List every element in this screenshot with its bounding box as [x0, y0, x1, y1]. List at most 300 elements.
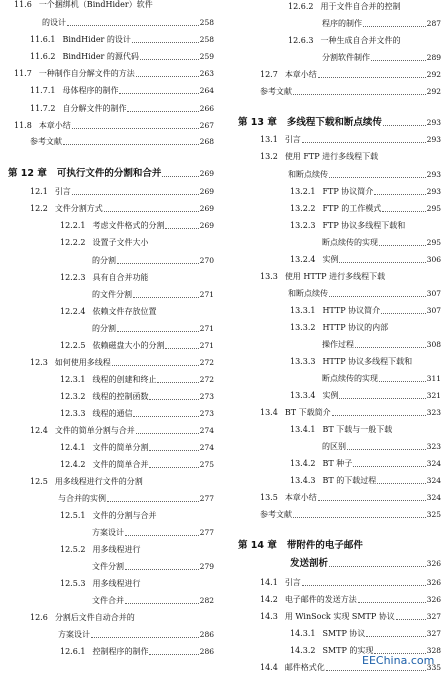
section-number: 13.2.3: [290, 221, 316, 230]
toc-entry: [8, 187, 214, 197]
section-number: 11.8: [14, 121, 32, 130]
page-number: 270: [199, 256, 214, 265]
section-number: 11.7.1: [30, 86, 56, 95]
leader-dots: [366, 636, 425, 637]
section-title: SMTP 的实现: [322, 646, 374, 655]
leader-dots: [136, 433, 199, 434]
toc-entry: [238, 425, 441, 435]
section-title: 用 WinSock 实现 SMTP 协议: [284, 612, 395, 621]
leader-dots: [67, 25, 199, 26]
page-number: 282: [199, 596, 214, 605]
section-number: 12.3.1: [60, 375, 86, 384]
section-title: 的文件分割: [92, 290, 132, 299]
page-number: 269: [199, 187, 214, 196]
leader-dots: [371, 60, 426, 61]
toc-entry: [238, 135, 441, 145]
leader-dots: [379, 245, 426, 246]
section-number: 13.2.2: [290, 204, 316, 213]
section-title: 方案设计: [58, 630, 90, 639]
section-title: 本章小结: [284, 70, 317, 79]
leader-dots: [377, 483, 425, 484]
page-number: 272: [199, 375, 214, 384]
toc-entry: [238, 595, 441, 605]
leader-dots: [318, 77, 426, 78]
leader-dots: [157, 382, 198, 383]
section-title: 引言: [284, 578, 301, 587]
leader-dots: [72, 194, 199, 195]
toc-entry: [8, 511, 214, 521]
toc-entry: [238, 374, 441, 384]
page-number: 277: [199, 528, 214, 537]
section-number: 12.2: [30, 204, 48, 213]
page-number: 325: [426, 510, 441, 519]
leader-dots: [318, 500, 426, 501]
leader-dots: [329, 296, 426, 297]
page-number: 323: [426, 442, 441, 451]
leader-dots: [112, 365, 199, 366]
page-number: 292: [426, 70, 441, 79]
section-number: 13.4.1: [290, 425, 316, 434]
page-number: 266: [199, 104, 214, 113]
page-number: 271: [199, 290, 214, 299]
page-number: 274: [199, 426, 214, 435]
section-title: FTP 协议简介: [322, 187, 374, 196]
section-number: 12.2.2: [60, 238, 86, 247]
section-title: 用于文件自合并的控制: [320, 2, 401, 11]
toc-entry: [238, 442, 441, 452]
page-number: 324: [426, 493, 441, 502]
toc-entry: [238, 36, 441, 46]
page-number: 326: [426, 559, 441, 568]
section-number: 12.6.1: [60, 647, 86, 656]
page-number: 321: [426, 391, 441, 400]
section-number: 12.3.3: [60, 409, 86, 418]
page-number: 273: [199, 409, 214, 418]
leader-dots: [383, 125, 426, 126]
page-number: 267: [199, 121, 214, 130]
page-number: 264: [199, 86, 214, 95]
leader-dots: [293, 517, 426, 518]
toc-entry: [8, 613, 214, 623]
leader-dots: [117, 263, 199, 264]
page-number: 293: [426, 118, 441, 127]
section-title: 一个捆绑机（BindHider）软件: [38, 0, 153, 9]
section-number: 12.6.3: [288, 36, 314, 45]
section-title: 可执行文件的分割和合并: [56, 168, 162, 179]
section-title: 线程的控制函数: [92, 392, 149, 401]
section-title: 和断点续传: [288, 170, 328, 179]
section-title: 实例: [322, 255, 339, 264]
leader-dots: [165, 348, 198, 349]
section-number: 11.7: [14, 69, 32, 78]
toc-entry: [8, 596, 214, 606]
leader-dots: [165, 228, 198, 229]
section-number: 12.4.2: [60, 460, 86, 469]
leader-dots: [347, 449, 426, 450]
section-title: 母体程序的制作: [62, 86, 119, 95]
toc-entry: [238, 272, 441, 282]
toc-entry: [8, 443, 214, 453]
leader-dots: [125, 603, 199, 604]
leader-dots: [339, 262, 425, 263]
page-number: 327: [426, 612, 441, 621]
leader-dots: [91, 637, 199, 638]
section-title: 设置子文件大小: [92, 238, 149, 247]
section-title: BT 下载简介: [284, 408, 331, 417]
toc-entry: [8, 341, 214, 351]
leader-dots: [133, 297, 199, 298]
section-title: 分割软件制作: [322, 53, 370, 62]
section-number: 13.4.2: [290, 459, 316, 468]
page-number: 258: [199, 35, 214, 44]
section-title: 控制程序的制作: [92, 647, 149, 656]
section-number: 12.2.1: [60, 221, 86, 230]
toc-entry: [8, 238, 214, 248]
section-title: 断点续传的实现: [322, 374, 378, 383]
section-title: 自分解文件的制作: [62, 104, 127, 113]
section-title: 分割后文件自动合并的: [54, 613, 135, 622]
page-number: 335: [426, 663, 441, 672]
leader-dots: [63, 144, 199, 145]
section-title: 电子邮件的发送方法: [284, 595, 357, 604]
leader-dots: [379, 381, 426, 382]
toc-entry: [8, 137, 214, 147]
page-number: 286: [199, 647, 214, 656]
section-number: 11.6.2: [30, 52, 56, 61]
section-number: 14.1: [260, 578, 278, 587]
leader-dots: [119, 93, 198, 94]
leader-dots: [149, 450, 198, 451]
section-number: 14.3.2: [290, 646, 316, 655]
toc-entry: [8, 494, 214, 504]
section-number: 14.2: [260, 595, 278, 604]
section-title: 实例: [322, 391, 339, 400]
page-number: 324: [426, 476, 441, 485]
toc-entry: [8, 392, 214, 402]
section-title: 使用 FTP 进行多线程下载: [284, 152, 379, 161]
toc-entry: [238, 629, 441, 639]
toc-entry: [238, 238, 441, 248]
leader-dots: [136, 76, 199, 77]
section-title: BT 的下载过程: [322, 476, 377, 485]
section-number: 12.3: [30, 358, 48, 367]
section-number: 11.7.2: [30, 104, 56, 113]
section-title: 文件分割: [92, 562, 124, 571]
toc-entry: [238, 204, 441, 214]
section-title: HTTP 协议多线程下载和: [322, 357, 413, 366]
toc-entry: [8, 375, 214, 385]
toc-entry: [8, 477, 214, 487]
toc-entry: [8, 69, 214, 79]
leader-dots: [117, 331, 199, 332]
leader-dots: [302, 585, 426, 586]
leader-dots: [149, 467, 198, 468]
toc-entry: [238, 70, 441, 80]
section-title: BT 下载与一般下载: [322, 425, 393, 434]
page-number: 274: [199, 443, 214, 452]
leader-dots: [133, 416, 198, 417]
leader-dots: [329, 177, 426, 178]
section-number: 13.3.1: [290, 306, 316, 315]
page-number: 326: [426, 578, 441, 587]
section-number: 12.5: [30, 477, 48, 486]
toc-entry: [8, 409, 214, 419]
leader-dots: [149, 399, 198, 400]
section-title: BindHider 的设计: [62, 35, 131, 44]
section-title: 操作过程: [322, 340, 354, 349]
leader-dots: [104, 211, 199, 212]
toc-entry: [238, 118, 441, 128]
section-number: 14.4: [260, 663, 278, 672]
section-title: 的分割: [92, 324, 116, 333]
section-number: 12.2.5: [60, 341, 86, 350]
section-number: 13.2.1: [290, 187, 316, 196]
page-number: 275: [199, 460, 214, 469]
leader-dots: [107, 501, 199, 502]
toc-entry: [8, 358, 214, 368]
page-number: 311: [426, 374, 441, 383]
leader-dots: [162, 176, 198, 177]
section-title: 用多线程进行文件的分割: [54, 477, 143, 486]
page-number: 289: [426, 53, 441, 62]
section-title: 线程的创建和终止: [92, 375, 157, 384]
leader-dots: [140, 59, 199, 60]
section-title: 具有自合并功能: [92, 273, 149, 282]
section-title: 方案设计: [92, 528, 124, 537]
section-number: 14.3.1: [290, 629, 316, 638]
section-title: 如何使用多线程: [54, 358, 111, 367]
leader-dots: [332, 415, 426, 416]
toc-entry: [8, 52, 214, 62]
section-title: 依赖磁盘大小的分割: [92, 341, 165, 350]
section-number: 12.5.3: [60, 579, 86, 588]
page-number: 271: [199, 324, 214, 333]
toc-entry: [238, 2, 441, 12]
section-title: 带附件的电子邮件: [286, 540, 363, 551]
section-title: 文件的简单分割与合并: [54, 426, 135, 435]
toc-entry: [8, 562, 214, 572]
section-number: 11.6: [14, 0, 32, 9]
page-number: 273: [199, 392, 214, 401]
section-title: FTP 的工作模式: [322, 204, 382, 213]
section-title: 的设计: [42, 18, 66, 27]
page-number: 307: [426, 306, 441, 315]
page-number: 269: [199, 204, 214, 213]
section-number: 14.3: [260, 612, 278, 621]
page-number: 263: [199, 69, 214, 78]
section-title: 与合并的实例: [58, 494, 106, 503]
section-number: 12.6.2: [288, 2, 314, 11]
section-number: 13.2.4: [290, 255, 316, 264]
leader-dots: [374, 194, 425, 195]
toc-entry: [8, 324, 214, 334]
page-number: 328: [426, 646, 441, 655]
section-title: 的区别: [322, 442, 346, 451]
section-title: 用多线程进行: [92, 545, 141, 554]
toc-entry: [238, 340, 441, 350]
leader-dots: [358, 602, 426, 603]
toc-entry: [238, 612, 441, 622]
toc-entry: [238, 578, 441, 588]
section-title: 参考文献: [260, 510, 292, 519]
page-number: 258: [199, 18, 214, 27]
section-title: 文件合并: [92, 596, 124, 605]
section-title: SMTP 协议: [322, 629, 366, 638]
section-title: 参考文献: [260, 87, 292, 96]
section-number: 12.3.2: [60, 392, 86, 401]
toc-entry: [238, 152, 441, 162]
section-title: 线程的通信: [92, 409, 133, 418]
page-number: 326: [426, 595, 441, 604]
section-title: 文件的简单合并: [92, 460, 149, 469]
page-number: 272: [199, 358, 214, 367]
section-number: 13.4.3: [290, 476, 316, 485]
section-title: 考虑文件格式的分割: [92, 221, 165, 230]
section-number: 12.7: [260, 70, 278, 79]
section-number: 12.1: [30, 187, 48, 196]
page-number: 268: [199, 137, 214, 146]
toc-entry: [8, 630, 214, 640]
section-title: 使用 HTTP 进行多线程下载: [284, 272, 386, 281]
section-title: 发送剖析: [290, 558, 329, 569]
page-number: 279: [199, 562, 214, 571]
toc-entry: [8, 0, 214, 10]
page-number: 269: [199, 221, 214, 230]
toc-entry: [8, 528, 214, 538]
page-number: 271: [199, 341, 214, 350]
leader-dots: [326, 670, 426, 671]
section-number: 13.4: [260, 408, 278, 417]
toc-entry: [238, 323, 441, 333]
toc-entry: [238, 559, 441, 569]
toc-entry: [8, 290, 214, 300]
toc-entry: [8, 86, 214, 96]
section-number: 13.2: [260, 152, 278, 161]
page-number: 295: [426, 238, 441, 247]
page-number: 295: [426, 204, 441, 213]
page-number: 327: [426, 629, 441, 638]
page-number: 307: [426, 289, 441, 298]
leader-dots: [125, 535, 199, 536]
section-title: 程序的制作: [322, 19, 362, 28]
page-number: 259: [199, 52, 214, 61]
leader-dots: [363, 26, 426, 27]
section-title: BindHider 的源代码: [62, 52, 139, 61]
page-number: 308: [426, 340, 441, 349]
section-title: 的分割: [92, 256, 116, 265]
section-title: 本章小结: [284, 493, 317, 502]
section-title: 文件的分割与合并: [92, 511, 157, 520]
leader-dots: [72, 128, 199, 129]
leader-dots: [396, 619, 426, 620]
section-title: 文件分割方式: [54, 204, 103, 213]
page-number: 269: [199, 169, 214, 178]
section-number: 13.1: [260, 135, 278, 144]
section-number: 13.3: [260, 272, 278, 281]
toc-entry: [8, 426, 214, 436]
leader-dots: [293, 94, 426, 95]
toc-entry: [238, 493, 441, 503]
toc-entry: [8, 647, 214, 657]
section-title: 依赖文件存放位置: [92, 307, 157, 316]
toc-entry: [238, 357, 441, 367]
section-title: 引言: [284, 135, 301, 144]
toc-entry: [8, 35, 214, 45]
section-number: 第 13 章: [238, 117, 277, 128]
page-number: 293: [426, 135, 441, 144]
section-title: 引言: [54, 187, 71, 196]
section-number: 13.5: [260, 493, 278, 502]
leader-dots: [302, 142, 426, 143]
toc-entry: [238, 510, 441, 520]
toc-entry: [8, 169, 214, 179]
page-number: 277: [199, 494, 214, 503]
toc-entry: [238, 306, 441, 316]
page-number: 324: [426, 459, 441, 468]
leader-dots: [149, 654, 198, 655]
page-number: 306: [426, 255, 441, 264]
page-number: 293: [426, 170, 441, 179]
section-number: 12.5.2: [60, 545, 86, 554]
toc-entry: [8, 221, 214, 231]
toc-entry: [8, 579, 214, 589]
section-number: 第 14 章: [238, 540, 277, 551]
toc-entry: [8, 460, 214, 470]
toc-entry: [8, 121, 214, 131]
section-title: 参考文献: [30, 137, 62, 146]
toc-entry: [8, 256, 214, 266]
section-number: 13.3.2: [290, 323, 316, 332]
toc-entry: [238, 87, 441, 97]
section-title: 本章小结: [38, 121, 71, 130]
section-number: 11.6.1: [30, 35, 56, 44]
page-number: 323: [426, 408, 441, 417]
section-title: FTP 协议多线程下载和: [322, 221, 406, 230]
page-number: 292: [426, 87, 441, 96]
toc-entry: [238, 289, 441, 299]
section-title: 文件的简单分割: [92, 443, 149, 452]
section-number: 12.2.4: [60, 307, 86, 316]
page-number: 293: [426, 187, 441, 196]
toc-entry: [238, 391, 441, 401]
watermark: EEChina.com: [362, 654, 435, 667]
toc-entry: [238, 541, 441, 551]
toc-entry: [8, 204, 214, 214]
leader-dots: [382, 211, 425, 212]
toc-entry: [8, 273, 214, 283]
toc-entry: [238, 459, 441, 469]
section-title: 和断点续传: [288, 289, 328, 298]
section-title: HTTP 协议简介: [322, 306, 381, 315]
section-title: 一种制作自分解文件的方法: [38, 69, 135, 78]
page-number: 286: [199, 630, 214, 639]
section-title: 一种生成自合并文件的: [320, 36, 401, 45]
leader-dots: [329, 566, 426, 567]
section-number: 12.4.1: [60, 443, 86, 452]
leader-dots: [132, 42, 199, 43]
toc-entry: [8, 18, 214, 28]
section-title: BT 种子: [322, 459, 353, 468]
leader-dots: [125, 569, 199, 570]
section-title: 邮件格式化: [284, 663, 325, 672]
section-number: 12.2.3: [60, 273, 86, 282]
section-number: 12.6: [30, 613, 48, 622]
section-number: 13.3.4: [290, 391, 316, 400]
toc-entry: [238, 255, 441, 265]
toc-entry: [238, 19, 441, 29]
toc-entry: [238, 221, 441, 231]
toc-entry: [8, 104, 214, 114]
